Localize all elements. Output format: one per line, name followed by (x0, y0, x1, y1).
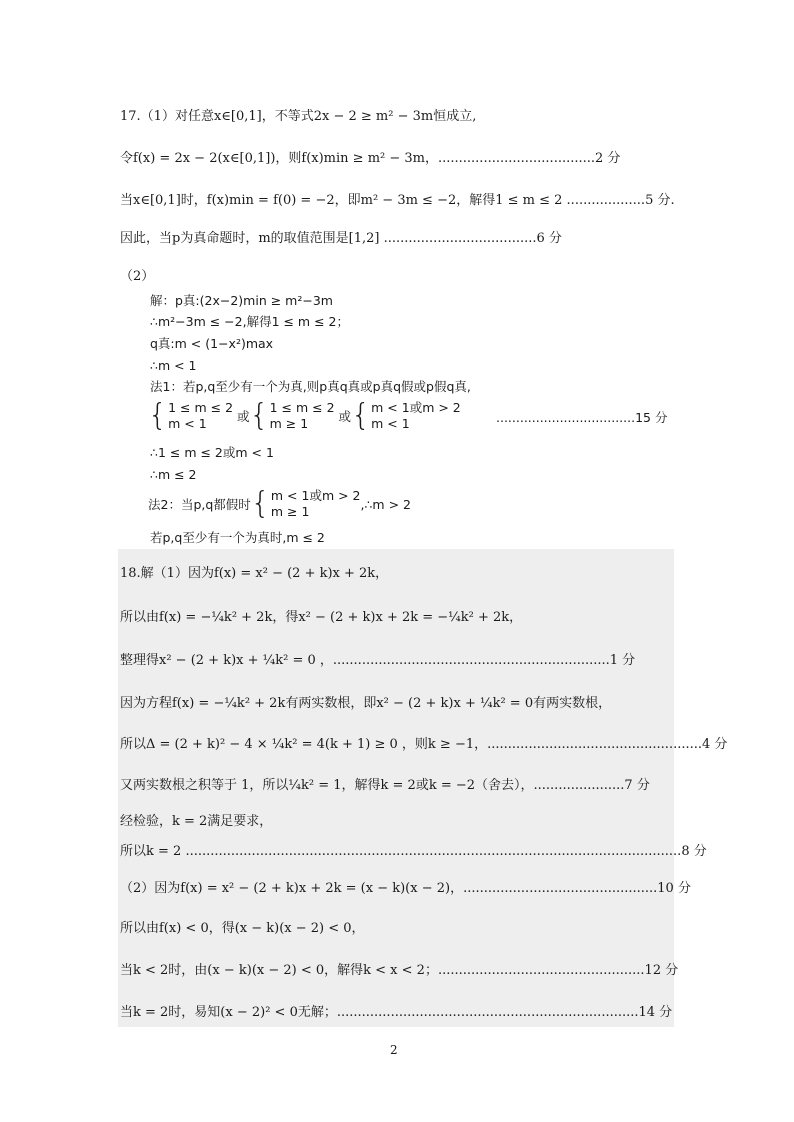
system-2-top: 1 ≤ m ≤ 2 (269, 400, 335, 415)
q17-inequality-systems (148, 400, 461, 432)
system-2 (270, 400, 335, 432)
brace-glyph: { (351, 398, 371, 433)
q17-line-2: 令f(x) = 2x − 2(x∈[0,1])，则f(x)min ≥ m² − 3m，......................................2 分 (120, 151, 621, 166)
method-2-suffix: ,∴m > 2 (360, 496, 411, 512)
brace-glyph: { (249, 398, 269, 433)
q18-line-6: 又两实数根之积等于 1，所以¼k² = 1，解得k = 2或k = −2（舍去），......................7 分 (120, 778, 650, 793)
system-3-top: m < 1或m > 2 (371, 400, 461, 415)
q18-line-9: （2）因为f(x) = x² − (2 + k)x + 2k = (x − k)(x − 2)，...............................................10 分 (120, 881, 691, 896)
q17-solution-line-6: ∴1 ≤ m ≤ 2或m < 1 (150, 445, 274, 460)
q17-part2-label: （2） (120, 269, 155, 284)
q17-method-1: 法1：若p,q至少有一个为真,则p真q真或p真q假或p假q真, (150, 379, 471, 394)
q17-line-3: 当x∈[0,1]时，f(x)min = f(0) = −2，即m² − 3m ≤ −2，解得1 ≤ m ≤ 2 ...................5 分. (120, 193, 675, 208)
brace-glyph: { (148, 398, 168, 433)
q18-line-4: 因为方程f(x) = −¼k² + 2k有两实数根，即x² − (2 + k)x + ¼k² = 0有两实数根， (120, 696, 612, 711)
system-3-bottom: m < 1 (371, 416, 410, 431)
q18-line-7: 经检验，k = 2满足要求， (120, 814, 273, 829)
system-4 (271, 488, 361, 520)
q17-line-4: 因此，当p为真命题时，m的取值范围是[1,2] .....................................6 分 (120, 231, 562, 246)
page-number: 2 (390, 1043, 398, 1057)
q18-line-1: 18.解（1）因为f(x) = x² − (2 + k)x + 2k， (120, 566, 389, 581)
q17-line-1: 17.（1）对任意x∈[0,1]，不等式2x − 2 ≥ m² − 3m恒成立, (120, 109, 477, 124)
system-1-bottom: m < 1 (168, 416, 207, 431)
system-2-bottom: m ≥ 1 (269, 416, 309, 431)
or-word: 或 (237, 409, 250, 424)
q17-solution-line-3: q真:m < (1−x²)max (150, 336, 274, 351)
q17-solution-line-1: 解：p真:(2x−2)min ≥ m²−3m (150, 293, 333, 308)
q18-line-10: 所以由f(x) < 0，得(x − k)(x − 2) < 0， (120, 921, 365, 936)
q18-line-2: 所以由f(x) = −¼k² + 2k，得x² − (2 + k)x + 2k = −¼k² + 2k， (120, 610, 523, 625)
q17-solution-line-7: ∴m ≤ 2 (150, 467, 197, 482)
q17-solution-line-4: ∴m < 1 (150, 358, 197, 373)
system-1-top: 1 ≤ m ≤ 2 (168, 400, 234, 415)
q18-line-8: 所以k = 2 ........................................................................................................................8 分 (120, 844, 707, 859)
q18-line-5: 所以Δ = (2 + k)² − 4 × ¼k² = 4(k + 1) ≥ 0 ，则k ≥ −1，....................................................4 分 (120, 737, 728, 752)
q18-line-11: 当k < 2时，由(x − k)(x − 2) < 0，解得k < x < 2；..................................................12 分 (120, 963, 679, 978)
system-4-top: m < 1或m > 2 (270, 488, 361, 503)
q18-line-12: 当k = 2时，易知(x − 2)² < 0无解；.........................................................................14 分 (120, 1005, 673, 1020)
q17-solution-line-2: ∴m²−3m ≤ −2,解得1 ≤ m ≤ 2； (150, 314, 349, 329)
q18-line-3: 整理得x² − (2 + k)x + ¼k² = 0 ，...................................................................1 分 (120, 653, 636, 668)
system-4-bottom: m ≥ 1 (270, 504, 310, 519)
system-1 (168, 400, 233, 432)
q17-conclusion: 若p,q至少有一个为真时,m ≤ 2 (150, 530, 325, 545)
q17-method-2 (148, 488, 411, 520)
method-2-prefix: 法2：当p,q都假时 (148, 497, 251, 512)
system-3 (371, 400, 461, 432)
or-word: 或 (338, 409, 352, 424)
brace-glyph: { (250, 486, 270, 521)
q17-score-15: ...................................15 分 (496, 410, 668, 425)
